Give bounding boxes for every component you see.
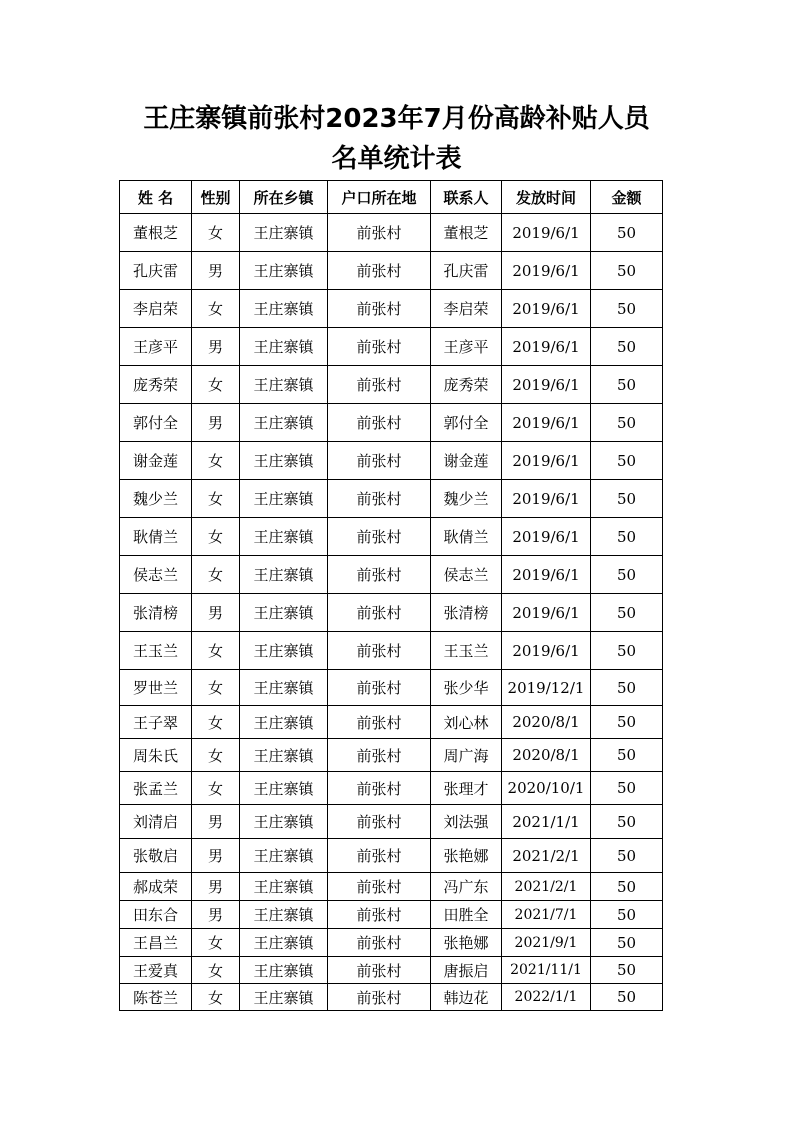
- cell-contact: 王玉兰: [431, 632, 502, 670]
- header-name: 姓 名: [120, 181, 192, 214]
- cell-date: 2019/6/1: [502, 480, 591, 518]
- cell-date: 2019/6/1: [502, 328, 591, 366]
- cell-township: 王庄寨镇: [240, 594, 328, 632]
- cell-amount: 50: [591, 929, 663, 957]
- cell-contact: 魏少兰: [431, 480, 502, 518]
- cell-contact: 唐振启: [431, 957, 502, 984]
- table-row: [120, 252, 663, 290]
- cell-name: 董根芝: [120, 214, 192, 252]
- cell-household: 前张村: [328, 214, 431, 252]
- cell-date: 2020/8/1: [502, 706, 591, 739]
- cell-name: 耿倩兰: [120, 518, 192, 556]
- table-row: [120, 328, 663, 366]
- header-amount: 金额: [591, 181, 663, 214]
- table-row: [120, 805, 663, 839]
- cell-township: 王庄寨镇: [240, 901, 328, 929]
- cell-township: 王庄寨镇: [240, 290, 328, 328]
- table-row: [120, 839, 663, 873]
- cell-name: 陈苍兰: [120, 984, 192, 1011]
- table-row: [120, 632, 663, 670]
- cell-gender: 男: [192, 805, 240, 839]
- cell-date: 2019/6/1: [502, 214, 591, 252]
- cell-amount: 50: [591, 328, 663, 366]
- cell-household: 前张村: [328, 632, 431, 670]
- cell-gender: 男: [192, 901, 240, 929]
- cell-contact: 侯志兰: [431, 556, 502, 594]
- cell-township: 王庄寨镇: [240, 366, 328, 404]
- cell-gender: 女: [192, 670, 240, 706]
- cell-contact: 周广海: [431, 739, 502, 772]
- cell-date: 2019/6/1: [502, 290, 591, 328]
- table-row: [120, 404, 663, 442]
- header-contact: 联系人: [431, 181, 502, 214]
- cell-household: 前张村: [328, 839, 431, 873]
- cell-township: 王庄寨镇: [240, 670, 328, 706]
- cell-name: 王彦平: [120, 328, 192, 366]
- cell-amount: 50: [591, 594, 663, 632]
- cell-amount: 50: [591, 706, 663, 739]
- cell-amount: 50: [591, 252, 663, 290]
- table-row: [120, 556, 663, 594]
- cell-name: 郭付全: [120, 404, 192, 442]
- document-title-line-1: 王庄寨镇前张村2023年7月份高龄补贴人员: [143, 104, 650, 134]
- subsidy-roster-table: [119, 180, 663, 1011]
- cell-contact: 韩边花: [431, 984, 502, 1011]
- cell-name: 魏少兰: [120, 480, 192, 518]
- cell-date: 2019/6/1: [502, 252, 591, 290]
- cell-household: 前张村: [328, 670, 431, 706]
- cell-township: 王庄寨镇: [240, 556, 328, 594]
- cell-gender: 男: [192, 404, 240, 442]
- table-row: [120, 594, 663, 632]
- table-row: [120, 442, 663, 480]
- cell-contact: 张少华: [431, 670, 502, 706]
- cell-township: 王庄寨镇: [240, 632, 328, 670]
- cell-township: 王庄寨镇: [240, 706, 328, 739]
- cell-name: 郝成荣: [120, 873, 192, 901]
- cell-date: 2021/2/1: [502, 839, 591, 873]
- table-row: [120, 366, 663, 404]
- cell-contact: 庞秀荣: [431, 366, 502, 404]
- cell-date: 2019/12/1: [502, 670, 591, 706]
- cell-gender: 男: [192, 839, 240, 873]
- cell-household: 前张村: [328, 442, 431, 480]
- cell-gender: 女: [192, 632, 240, 670]
- cell-name: 刘清启: [120, 805, 192, 839]
- cell-household: 前张村: [328, 706, 431, 739]
- table-body: [120, 214, 663, 1011]
- cell-contact: 刘心林: [431, 706, 502, 739]
- cell-household: 前张村: [328, 404, 431, 442]
- cell-contact: 王彦平: [431, 328, 502, 366]
- cell-amount: 50: [591, 404, 663, 442]
- cell-amount: 50: [591, 873, 663, 901]
- cell-household: 前张村: [328, 901, 431, 929]
- cell-contact: 张艳娜: [431, 839, 502, 873]
- cell-township: 王庄寨镇: [240, 252, 328, 290]
- cell-contact: 耿倩兰: [431, 518, 502, 556]
- cell-township: 王庄寨镇: [240, 480, 328, 518]
- cell-household: 前张村: [328, 556, 431, 594]
- cell-contact: 冯广东: [431, 873, 502, 901]
- cell-name: 王子翠: [120, 706, 192, 739]
- cell-township: 王庄寨镇: [240, 839, 328, 873]
- table-row: [120, 957, 663, 984]
- cell-contact: 董根芝: [431, 214, 502, 252]
- cell-amount: 50: [591, 772, 663, 805]
- cell-household: 前张村: [328, 873, 431, 901]
- cell-household: 前张村: [328, 366, 431, 404]
- cell-gender: 女: [192, 929, 240, 957]
- cell-township: 王庄寨镇: [240, 328, 328, 366]
- cell-household: 前张村: [328, 929, 431, 957]
- cell-date: 2019/6/1: [502, 594, 591, 632]
- cell-household: 前张村: [328, 739, 431, 772]
- cell-household: 前张村: [328, 290, 431, 328]
- cell-date: 2019/6/1: [502, 518, 591, 556]
- cell-gender: 男: [192, 594, 240, 632]
- cell-household: 前张村: [328, 328, 431, 366]
- cell-gender: 女: [192, 739, 240, 772]
- cell-name: 李启荣: [120, 290, 192, 328]
- cell-amount: 50: [591, 518, 663, 556]
- cell-amount: 50: [591, 556, 663, 594]
- cell-name: 田东合: [120, 901, 192, 929]
- cell-gender: 男: [192, 328, 240, 366]
- table-row: [120, 984, 663, 1011]
- table-row: [120, 929, 663, 957]
- cell-name: 王爱真: [120, 957, 192, 984]
- cell-gender: 女: [192, 706, 240, 739]
- cell-amount: 50: [591, 366, 663, 404]
- cell-gender: 男: [192, 873, 240, 901]
- cell-name: 谢金莲: [120, 442, 192, 480]
- cell-township: 王庄寨镇: [240, 214, 328, 252]
- cell-contact: 孔庆雷: [431, 252, 502, 290]
- cell-township: 王庄寨镇: [240, 929, 328, 957]
- cell-township: 王庄寨镇: [240, 873, 328, 901]
- cell-amount: 50: [591, 901, 663, 929]
- cell-amount: 50: [591, 290, 663, 328]
- header-row: [120, 181, 663, 214]
- cell-name: 罗世兰: [120, 670, 192, 706]
- cell-date: 2019/6/1: [502, 366, 591, 404]
- table-row: [120, 873, 663, 901]
- cell-contact: 张清榜: [431, 594, 502, 632]
- table-row: [120, 901, 663, 929]
- cell-gender: 女: [192, 957, 240, 984]
- cell-township: 王庄寨镇: [240, 772, 328, 805]
- cell-township: 王庄寨镇: [240, 984, 328, 1011]
- cell-name: 张孟兰: [120, 772, 192, 805]
- cell-amount: 50: [591, 214, 663, 252]
- cell-name: 庞秀荣: [120, 366, 192, 404]
- cell-date: 2020/10/1: [502, 772, 591, 805]
- cell-name: 张敬启: [120, 839, 192, 873]
- cell-date: 2021/1/1: [502, 805, 591, 839]
- cell-amount: 50: [591, 984, 663, 1011]
- cell-contact: 郭付全: [431, 404, 502, 442]
- cell-household: 前张村: [328, 594, 431, 632]
- cell-gender: 女: [192, 556, 240, 594]
- cell-name: 王昌兰: [120, 929, 192, 957]
- cell-date: 2021/2/1: [502, 873, 591, 901]
- cell-gender: 男: [192, 252, 240, 290]
- cell-contact: 田胜全: [431, 901, 502, 929]
- cell-contact: 李启荣: [431, 290, 502, 328]
- cell-name: 侯志兰: [120, 556, 192, 594]
- cell-household: 前张村: [328, 518, 431, 556]
- cell-township: 王庄寨镇: [240, 957, 328, 984]
- document-title-line-2: 名单统计表: [331, 144, 462, 174]
- cell-gender: 女: [192, 214, 240, 252]
- cell-date: 2019/6/1: [502, 442, 591, 480]
- cell-household: 前张村: [328, 772, 431, 805]
- cell-date: 2022/1/1: [502, 984, 591, 1011]
- cell-name: 孔庆雷: [120, 252, 192, 290]
- cell-date: 2021/11/1: [502, 957, 591, 984]
- cell-household: 前张村: [328, 957, 431, 984]
- cell-date: 2020/8/1: [502, 739, 591, 772]
- cell-contact: 张理才: [431, 772, 502, 805]
- cell-gender: 女: [192, 366, 240, 404]
- table-row: [120, 214, 663, 252]
- cell-name: 周朱氏: [120, 739, 192, 772]
- cell-date: 2019/6/1: [502, 632, 591, 670]
- cell-township: 王庄寨镇: [240, 805, 328, 839]
- cell-amount: 50: [591, 839, 663, 873]
- cell-amount: 50: [591, 805, 663, 839]
- cell-date: 2021/9/1: [502, 929, 591, 957]
- cell-township: 王庄寨镇: [240, 404, 328, 442]
- cell-amount: 50: [591, 957, 663, 984]
- cell-township: 王庄寨镇: [240, 442, 328, 480]
- header-gender: 性别: [192, 181, 240, 214]
- header-household-registration: 户口所在地: [328, 181, 431, 214]
- cell-name: 张清榜: [120, 594, 192, 632]
- cell-township: 王庄寨镇: [240, 739, 328, 772]
- cell-date: 2019/6/1: [502, 404, 591, 442]
- cell-name: 王玉兰: [120, 632, 192, 670]
- table-row: [120, 706, 663, 739]
- cell-household: 前张村: [328, 480, 431, 518]
- cell-contact: 谢金莲: [431, 442, 502, 480]
- cell-contact: 刘法强: [431, 805, 502, 839]
- cell-contact: 张艳娜: [431, 929, 502, 957]
- cell-amount: 50: [591, 480, 663, 518]
- table-row: [120, 518, 663, 556]
- table-row: [120, 772, 663, 805]
- header-issue-date: 发放时间: [502, 181, 591, 214]
- table-row: [120, 290, 663, 328]
- table-row: [120, 739, 663, 772]
- cell-household: 前张村: [328, 252, 431, 290]
- header-township: 所在乡镇: [240, 181, 328, 214]
- table-row: [120, 670, 663, 706]
- table-row: [120, 480, 663, 518]
- cell-date: 2021/7/1: [502, 901, 591, 929]
- cell-gender: 女: [192, 518, 240, 556]
- cell-amount: 50: [591, 632, 663, 670]
- cell-amount: 50: [591, 739, 663, 772]
- cell-gender: 女: [192, 480, 240, 518]
- cell-date: 2019/6/1: [502, 556, 591, 594]
- cell-gender: 女: [192, 442, 240, 480]
- cell-gender: 女: [192, 772, 240, 805]
- cell-township: 王庄寨镇: [240, 518, 328, 556]
- cell-gender: 女: [192, 290, 240, 328]
- cell-household: 前张村: [328, 805, 431, 839]
- table-header: [120, 181, 663, 214]
- cell-amount: 50: [591, 442, 663, 480]
- cell-gender: 女: [192, 984, 240, 1011]
- cell-amount: 50: [591, 670, 663, 706]
- cell-household: 前张村: [328, 984, 431, 1011]
